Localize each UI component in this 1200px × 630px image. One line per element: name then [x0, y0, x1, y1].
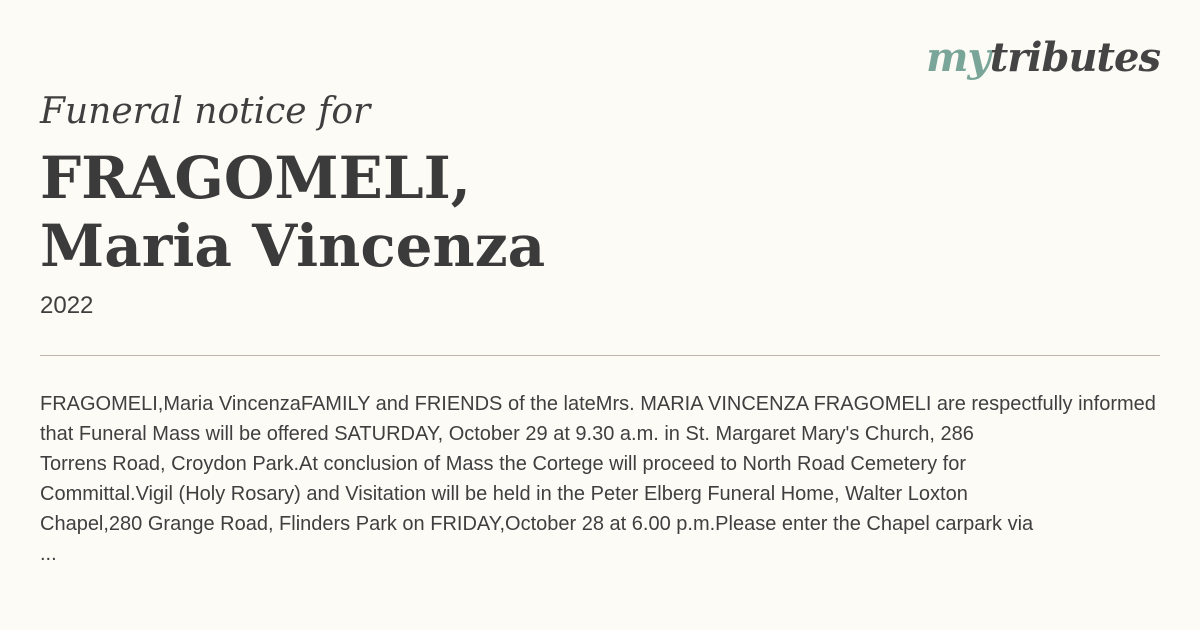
notice-body-line: that Funeral Mass will be offered SATURDAY, October 29 at 9.30 a.m. in St. Margaret Mary's Church, 286 [40, 423, 974, 445]
notice-body-line: Chapel,280 Grange Road, Flinders Park on FRIDAY,October 28 at 6.00 p.m.Please enter the Chapel carpark via [40, 513, 1034, 535]
deceased-name [40, 144, 545, 280]
section-divider [40, 355, 1160, 356]
logo-tributes-text: tributes [989, 34, 1160, 81]
notice-year: 2022 [40, 292, 94, 319]
notice-intro-heading: Funeral notice for [40, 91, 371, 132]
notice-body-line: FRAGOMELI,Maria VincenzaFAMILY and FRIENDS of the lateMrs. MARIA VINCENZA FRAGOMELI are respectfully informed [40, 393, 1156, 415]
logo-my-text: my [926, 34, 990, 81]
deceased-given-names: Maria Vincenza [40, 212, 546, 280]
mytributes-logo[interactable] [926, 34, 1160, 81]
notice-body-text [40, 389, 1190, 569]
notice-body-ellipsis: ... [40, 543, 57, 565]
notice-body-line: Torrens Road, Croydon Park.At conclusion of Mass the Cortege will proceed to North Road Cemetery for [40, 453, 966, 475]
notice-body-line: Committal.Vigil (Holy Rosary) and Visitation will be held in the Peter Elberg Funeral Home, Walter Loxton [40, 483, 968, 505]
deceased-surname: FRAGOMELI, [40, 144, 471, 212]
